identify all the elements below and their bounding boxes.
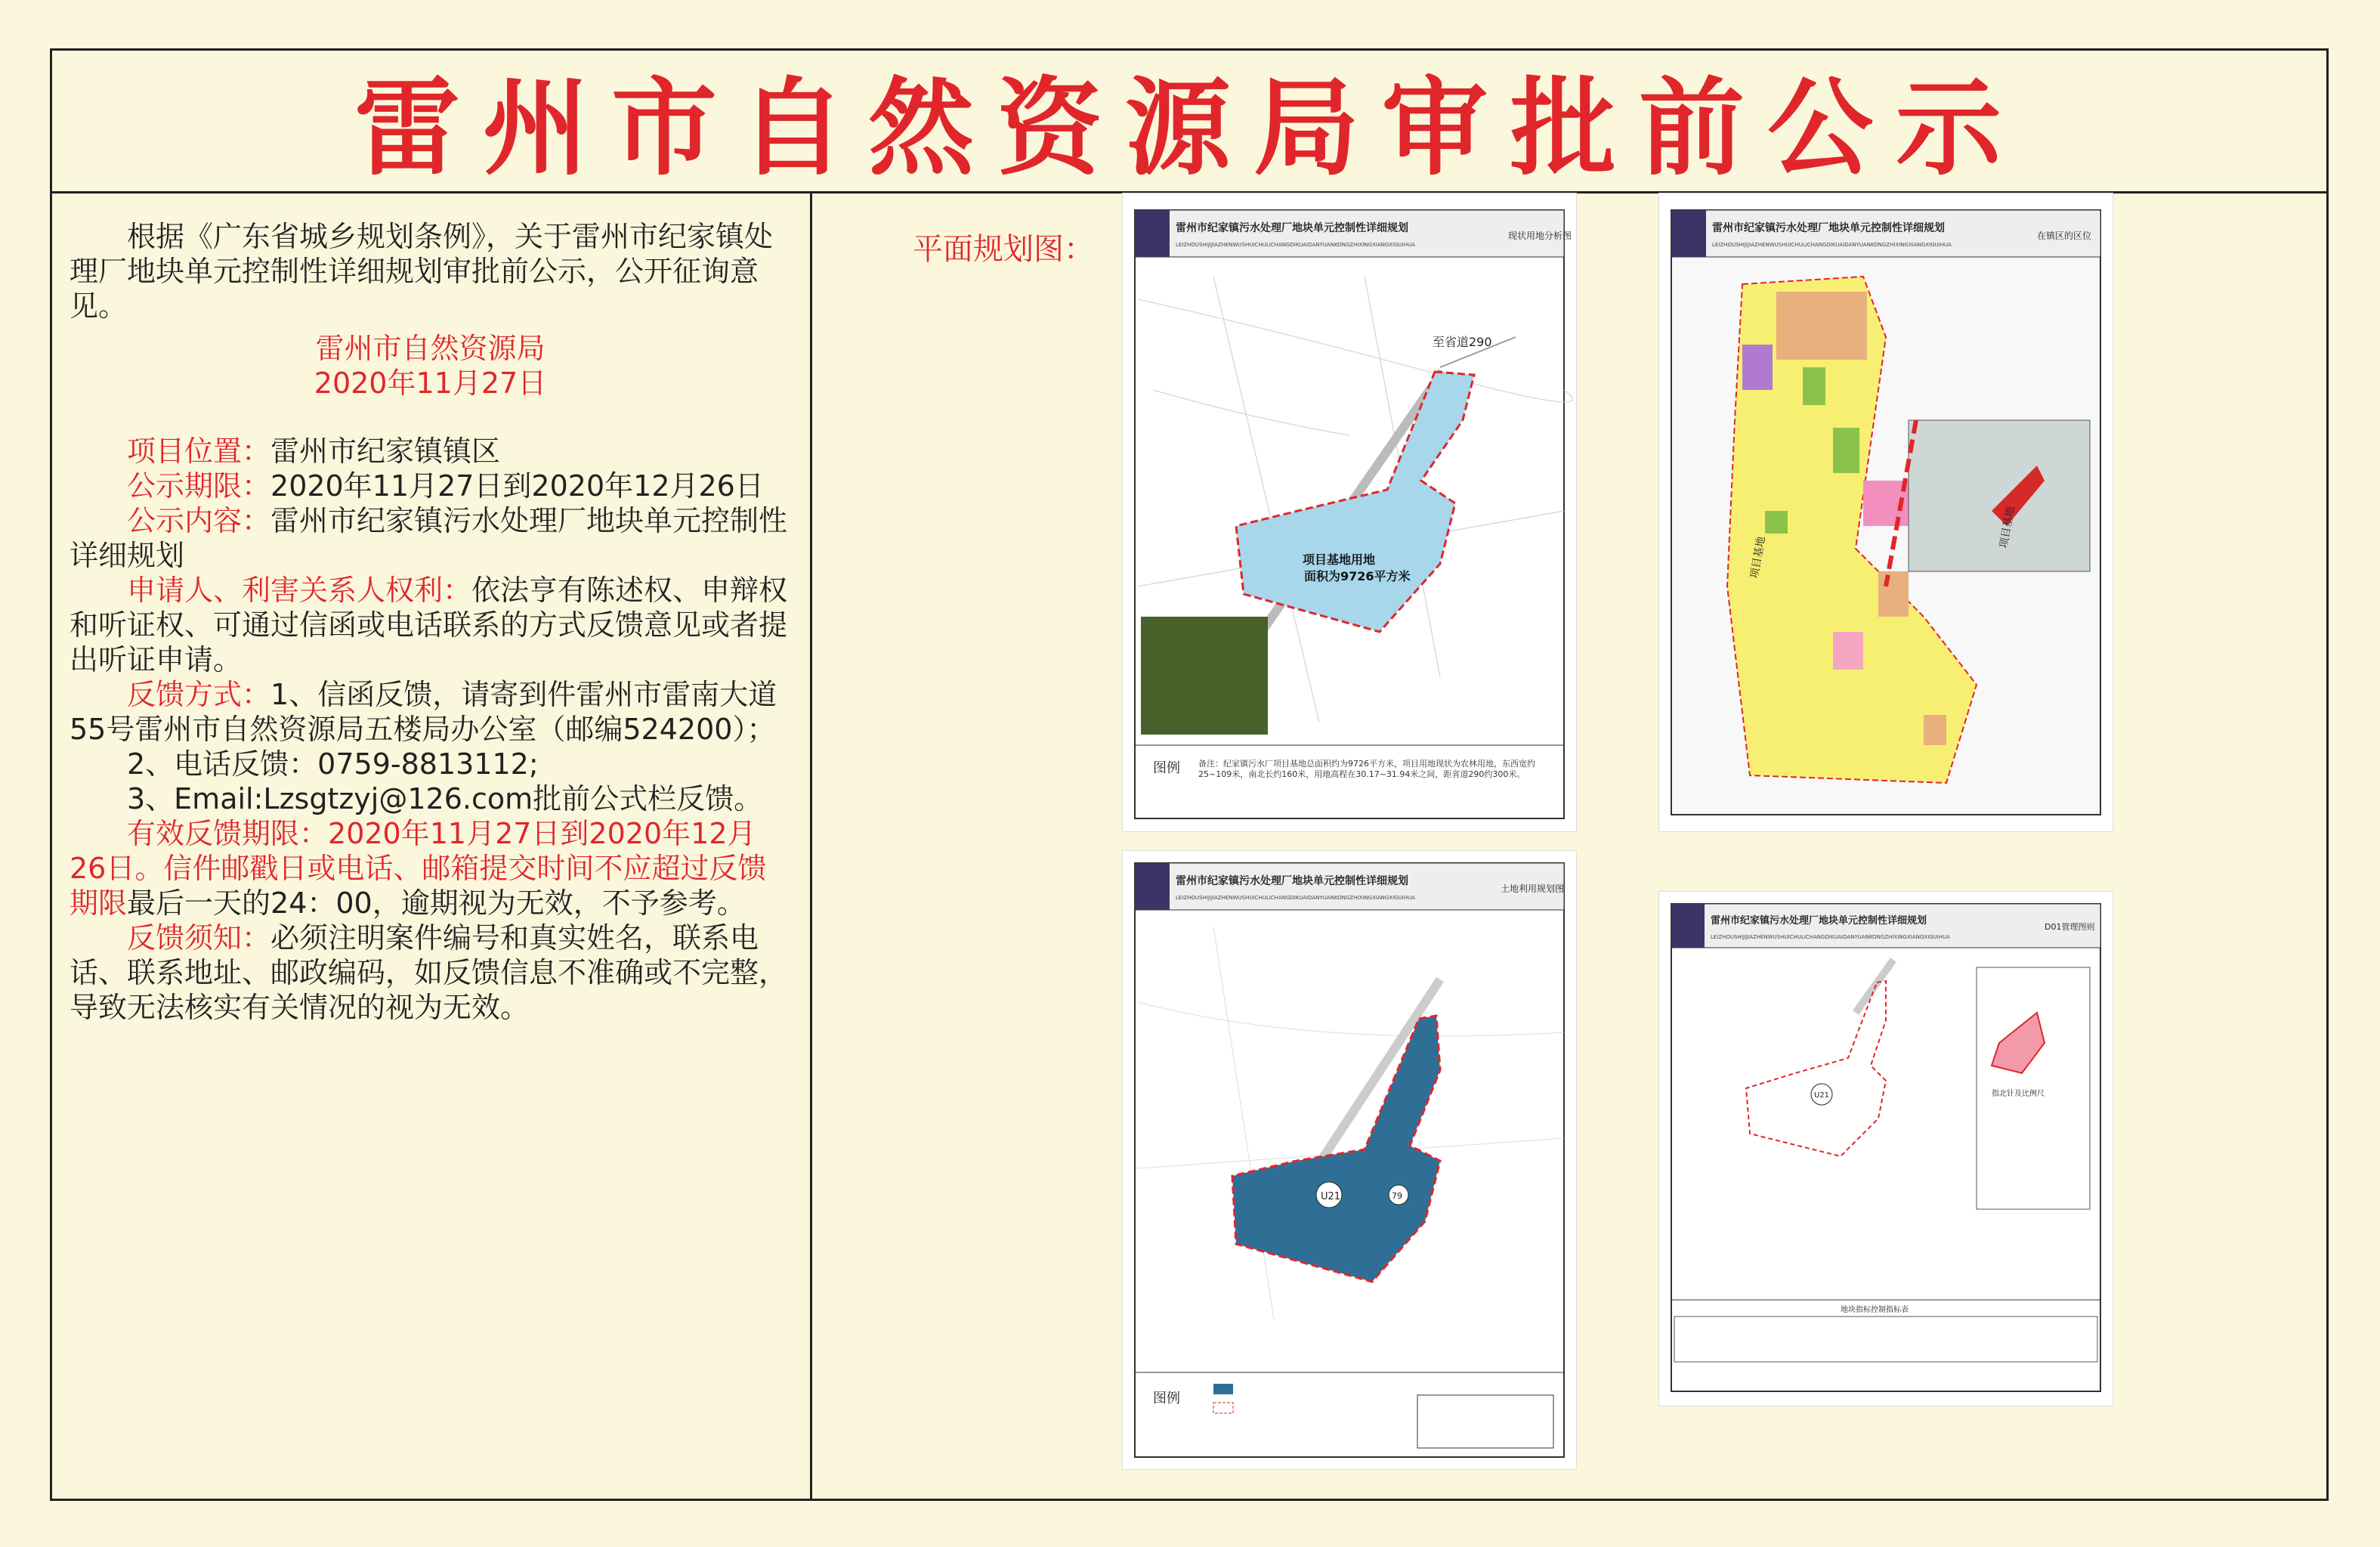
intro-paragraph: 根据《广东省城乡规划条例》，关于雷州市纪家镇处理厂地块单元控制性详细规划审批前公示，公开征询意见。 [70, 220, 774, 323]
map3-tag: 土地利用规划图 [1501, 883, 1565, 894]
valid-label: 有效反馈期限： [127, 817, 329, 850]
must-line [70, 920, 791, 1025]
period-value: 2020年11月27日到2020年12月26日 [270, 469, 764, 503]
map4-table: 地块指标控制指标表 [1841, 1306, 1909, 1314]
plan-section-label: 平面规划图： [913, 232, 1094, 267]
map2-label-b: 项目基地 [1748, 535, 1768, 580]
map3-title: 雷州市纪家镇污水处理厂地块单元控制性详细规划 [1176, 875, 1408, 887]
map3-legend: 图例 [1153, 1391, 1180, 1406]
map4-code: U21 [1814, 1091, 1830, 1100]
map2-subtitle: LEIZHOUSHIJIJIAZHENWUSHUICHULICHANGDIKUAIDANYUANKONGZHIXINGXIANGXIGUIHUA [1712, 242, 1952, 248]
content-value: 雷州市纪家镇污水处理厂地块单元控制性详细规划 [70, 504, 788, 572]
map4-title: 雷州市纪家镇污水处理厂地块单元控制性详细规划 [1711, 915, 1927, 927]
valid-warning: 信件邮戳日或电话、邮箱提交时间不应超过反馈期限 [70, 852, 767, 920]
content-label: 公示内容： [127, 504, 271, 537]
feedback-email: 3、Email:Lzsgtzyj@126.com批前公式栏反馈。 [127, 782, 763, 815]
header [50, 48, 2329, 193]
must-value: 必须注明案件编号和真实姓名，联系电话、联系地址、邮政编码，如反馈信息不准确或不完整，导致无法核实有关情况的视为无效。 [70, 921, 788, 1024]
map1-road: 至省道290 [1433, 335, 1492, 349]
notice-text [70, 219, 791, 1025]
map1-legend: 图例 [1153, 760, 1180, 776]
map4-subtitle: LEIZHOUSHIJIJIAZHENWUSHUICHULICHANGDIKUAIDANYUANKONGZHIXINGXIANGXIGUIHUA [1711, 934, 1950, 940]
location-value: 雷州市纪家镇镇区 [270, 435, 501, 468]
feedback-phone: 2、电话反馈：0759-8813112; [127, 747, 539, 781]
map3-num: 79 [1392, 1191, 1402, 1201]
map1-tag: 现状用地分析图 [1508, 231, 1572, 241]
period-line [70, 469, 791, 503]
rights-label: 申请人、利害关系人权利： [127, 574, 472, 607]
map4-side: 指北针及比例尺 [1992, 1090, 2045, 1098]
column-divider [810, 193, 812, 1501]
rights-value: 依法亨有陈述权、申辩权和听证权、可通过信函或电话联系的方式反馈意见或者提出听证申请。 [70, 574, 788, 676]
map3-code: U21 [1321, 1191, 1341, 1202]
issue-date: 2020年11月27日 [314, 367, 547, 400]
map3-subtitle: LEIZHOUSHIJIJIAZHENWUSHUICHULICHANGDIKUAIDANYUANKONGZHIXINGXIANGXIGUIHUA [1176, 895, 1415, 901]
rights-line [70, 573, 791, 677]
map1-area-line2: 面积为9726平方米 [1304, 569, 1411, 583]
map2-tag: 在镇区的区位 [2037, 231, 2092, 241]
map2-label-a: 项目基地 [1998, 505, 2017, 549]
map-site-status [1123, 193, 1576, 831]
map2-title: 雷州市纪家镇污水处理厂地块单元控制性详细规划 [1712, 222, 1945, 234]
map1-area-line1: 项目基地用地 [1303, 552, 1376, 567]
feedback-line [70, 677, 791, 747]
map1-subtitle: LEIZHOUSHIJIJIAZHENWUSHUICHULICHANGDIKUAIDANYUANKONGZHIXINGXIANGXIGUIHUA [1176, 242, 1415, 248]
map4-tag: D01管理图则 [2045, 922, 2095, 932]
map-land-use [1123, 851, 1576, 1469]
valid-line [70, 816, 791, 920]
feedback-label: 反馈方式： [127, 678, 271, 711]
map1-note: 备注：纪家镇污水厂项目基地总面积约为9726平方米，项目用地现状为农林用地，东西宽约25~109米，南北长约160米，用地高程在30.17~31.94米之间，距省道290约300米。 [1198, 759, 1535, 779]
content-line [70, 503, 791, 573]
issuer: 雷州市自然资源局 [315, 332, 546, 365]
must-label: 反馈须知： [127, 921, 271, 954]
valid-value: 2020年11月27日到2020年12月26日。 [70, 817, 756, 885]
valid-tail: 最后一天的24：00，逾期视为无效，不予参考。 [127, 886, 746, 920]
period-label: 公示期限： [127, 469, 271, 503]
page-title: 雷州市自然资源局审批前公示 [354, 67, 2024, 190]
feedback-mail: 1、信函反馈，请寄到件雷州市雷南大道55号雷州市自然资源局五楼局办公室（邮编524200）； [70, 678, 777, 746]
map1-title: 雷州市纪家镇污水处理厂地块单元控制性详细规划 [1176, 222, 1408, 234]
map-management [1659, 892, 2113, 1406]
map-town-location [1659, 193, 2113, 831]
location-label: 项目位置： [127, 435, 271, 468]
location-line [70, 434, 791, 469]
